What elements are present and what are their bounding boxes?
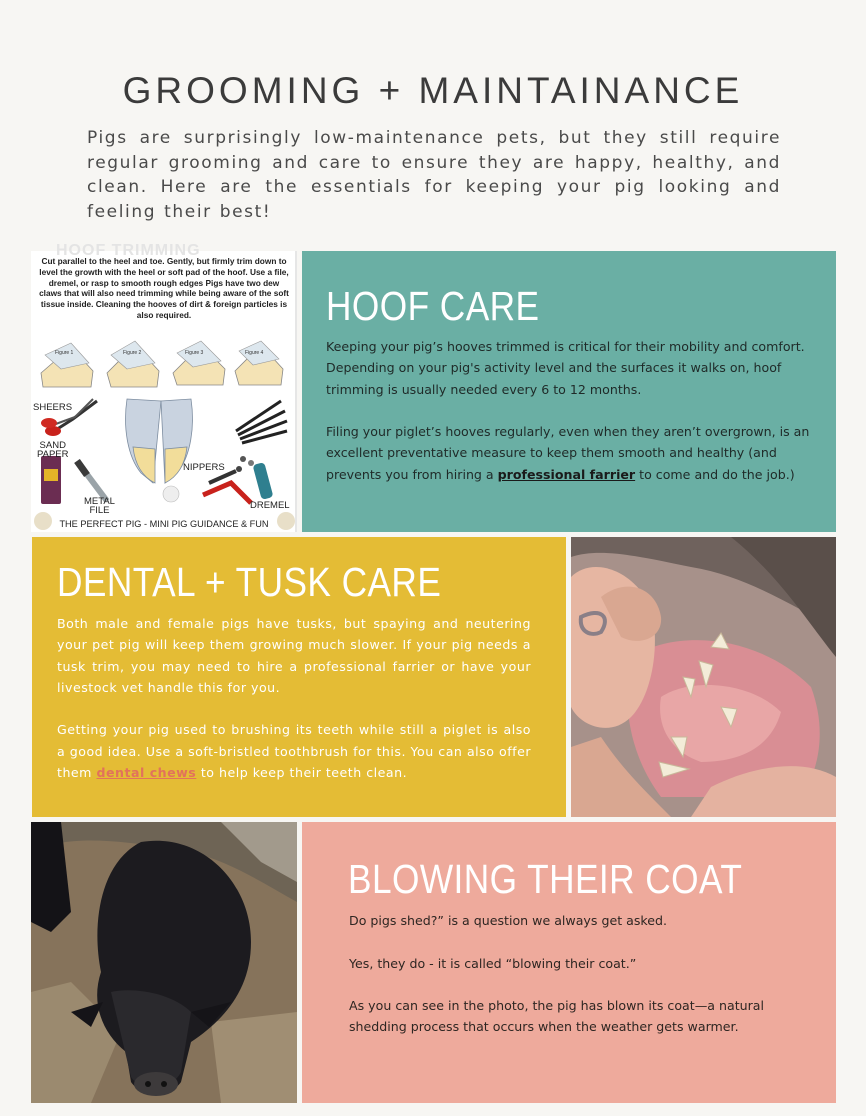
dental-chews-link[interactable]: dental chews [96,765,197,781]
sandpaper-label-line2: PAPER [37,449,69,460]
blowing-coat-panel [302,822,836,1103]
hoof-diagram-instructions: Cut parallel to the heel and toe. Gently, but firmly trim down to level the growth with the heel or soft pad of the hoof. Use a file, dremel, or rasp to smooth rough edges Pigs have two dew claws that will also need trimming while being aware of the soft tissue inside. Cleaning the hooves of dirt & foreign particles is also required. [39,256,289,320]
dental-care-para-2 [57,719,531,783]
dental-care-para-2-text: Getting your pig used to brushing its teeth while still a piglet is also a good idea. Use a soft-bristled toothbrush for this. You can also offer them [57,722,531,781]
blowing-coat-para-2: Yes, they do - it is called “blowing their coat.” [349,955,637,971]
hoof-care-para-2 [326,421,821,485]
hoof-care-text [326,336,821,506]
blowing-coat-text [349,910,819,1059]
pig-teeth-photo-drawing [571,537,836,817]
hoof-diagram-footer: THE PERFECT PIG - MINI PIG GUIDANCE & FUN [59,519,269,529]
hoof-trimming-diagram [31,242,297,532]
metal-file-label [84,497,115,515]
blowing-coat-para-1: Do pigs shed?” is a question we always get asked. [349,913,668,928]
figure-4-label: Figure 4 [245,350,264,356]
hoof-care-para-2-end: to come and do the job.) [635,466,795,482]
hoof-care-panel [302,251,836,532]
black-pig-photo [31,822,297,1103]
dental-care-title: DENTAL + TUSK CARE [57,559,442,605]
hoof-care-para-1: Keeping your pig’s hooves trimmed is critical for their mobility and comfort. Depending on your pig's activity level and the surfaces it walks on, hoof trimming is usually needed every 6 to 12 months. [326,339,805,397]
intro-paragraph: Pigs are surprisingly low-maintenance pets, but they still require regular grooming and care to ensure they are happy, healthy, and clean. Here are the essentials for keeping your pig looking and feeling their best! [87,128,781,222]
dental-care-para-2-end: to help keep their teeth clean. [196,765,408,781]
figure-1-label: Figure 1 [55,350,74,356]
black-pig-photo-drawing [31,822,297,1103]
figure-2-label: Figure 2 [123,350,142,356]
metal-file-label-line1: METAL [84,496,115,507]
sandpaper-label-line1: SAND [39,440,66,451]
hoof-diagram-drawing [31,251,297,532]
figure-3-label: Figure 3 [185,350,204,356]
hoof-care-para-2-text: Filing your piglet’s hooves regularly, even when they aren’t overgrown, is an excellent preventative measure to keep them smooth and healthy (and prevents you from hiring a [326,424,810,482]
dental-care-para-1: Both male and female pigs have tusks, but spaying and neutering your pet pig will keep them growing much slower. If your pig needs a tusk trim, you may need to hire a professional farrier or have your livestock vet handle this for you. [57,616,531,695]
dental-care-panel [32,537,566,817]
sheers-label: SHEERS [33,402,73,413]
nippers-label: NIPPERS [183,462,225,473]
blowing-coat-title: BLOWING THEIR COAT [348,856,743,902]
dental-care-text [57,613,531,805]
hoof-diagram-faint-heading: HOOF TRIMMING [56,242,201,259]
professional-farrier-link[interactable]: professional farrier [497,466,636,482]
pig-teeth-photo [571,537,836,817]
blowing-coat-para-3: As you can see in the photo, the pig has blown its coat—a natural shedding process that occurs when the weather gets warmer. [349,998,765,1035]
hoof-care-title: HOOF CARE [326,283,540,329]
metal-file-label-line2: FILE [89,505,110,516]
dremel-label: DREMEL [250,500,290,511]
sandpaper-label [37,441,69,459]
page-title: GROOMING + MAINTAINANCE [122,70,744,111]
